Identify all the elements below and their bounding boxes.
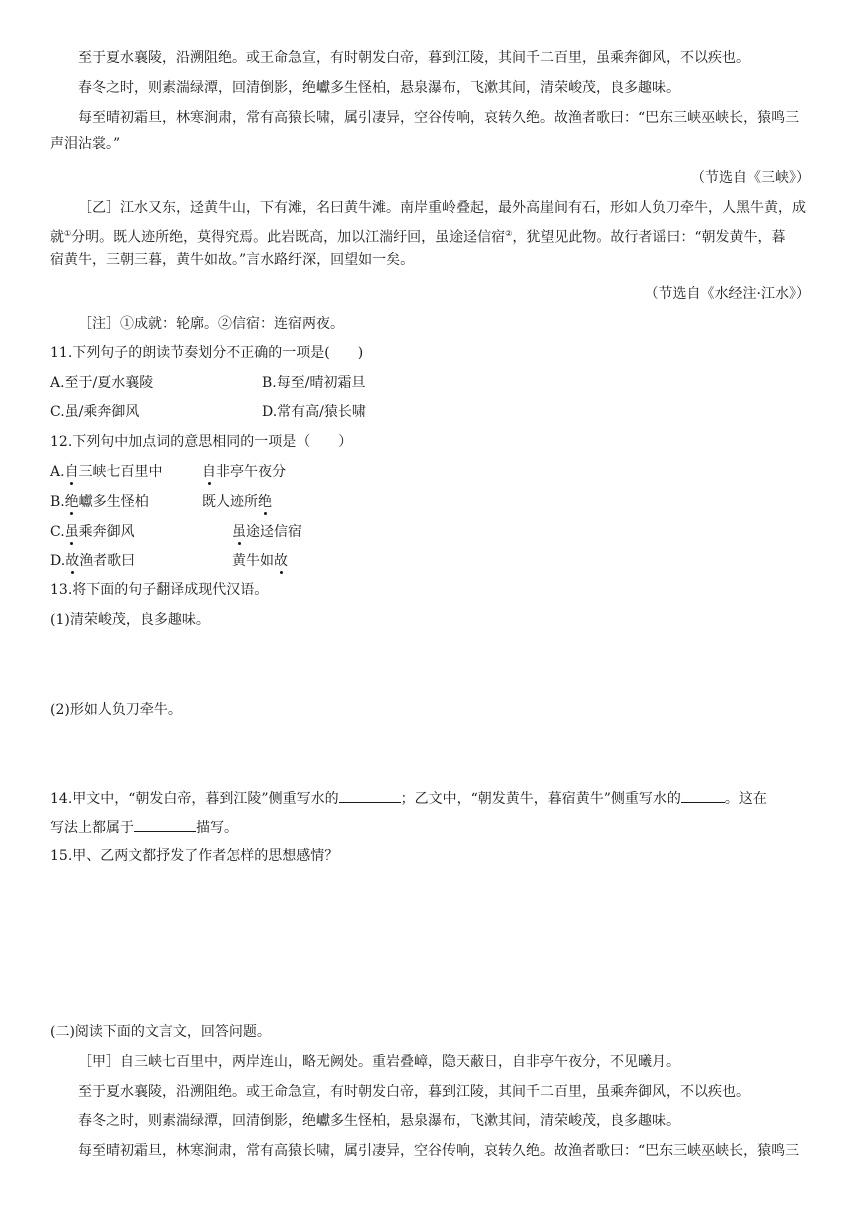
option-letter: A. [50, 464, 65, 480]
question-12-stem: 12.下列句中加点词的意思相同的一项是（ ） [50, 434, 353, 450]
question-12-option-b [50, 492, 149, 512]
answer-blank-1[interactable] [339, 788, 401, 803]
passage-yi-line-1: ［乙］江水又东，迳黄牛山，下有滩，名曰黄牛滩。南岸重岭叠起，最外高崖间有石，形如人负刀牵牛，人黑牛黄，成 [78, 200, 806, 216]
question-13-stem: 13.将下面的句子翻译成现代汉语。 [50, 582, 269, 598]
question-12-option-d [50, 551, 135, 571]
question-12-option-c [50, 522, 135, 542]
option-text: 黄牛如 [232, 553, 274, 569]
option-text: 渔者歌曰 [79, 553, 136, 569]
question-14-text: 。这在 [724, 791, 767, 807]
option-text: 巘多生怪柏 [78, 494, 149, 510]
option-letter: D. [50, 553, 66, 569]
question-12-option-a-pair [202, 462, 286, 482]
question-13-sentence-1: (1)清荣峻茂，良多趣味。 [50, 612, 210, 628]
option-text: 途迳信宿 [246, 524, 302, 540]
passage-jia-paragraph-2: 至于夏水襄陵，沿溯阻绝。或王命急宣，有时朝发白帝，暮到江陵，其间千二百里，虽乘奔御风，不以疾也。 [78, 50, 750, 66]
dotted-word: 自 [202, 464, 216, 480]
footnote-marker-1: ① [64, 229, 72, 238]
passage-jia-source: （节选自《三峡》） [691, 170, 810, 186]
dotted-word: 自 [64, 464, 79, 480]
passage-jia-paragraph-4-line-2: 声泪沾裳。” [50, 136, 121, 152]
passage-jia-paragraph-3: 春冬之时，则素湍绿潭，回清倒影，绝巘多生怪柏，悬泉瀑布，飞漱其间，清荣峻茂，良多趣味。 [78, 80, 680, 96]
question-15-stem: 15.甲、乙两文都抒发了作者怎样的思想感情？ [50, 848, 339, 864]
section-2-passage-jia-paragraph-1: ［甲］自三峡七百里中，两岸连山，略无阙处。重岩叠嶂，隐天蔽日，自非亭午夜分，不见曦月。 [78, 1054, 680, 1070]
passage-yi-notes: ［注］①成就：轮廓。②信宿：连宿两夜。 [78, 316, 344, 332]
footnote-marker-2: ② [505, 229, 513, 238]
passage-yi-text: 就 [50, 229, 64, 246]
question-12-option-b-pair [202, 492, 272, 512]
question-11-option-a: A.至于/夏水襄陵 [50, 375, 154, 391]
option-text: 三峡七百里中 [78, 464, 163, 480]
question-14-text: 14.甲文中，“朝发白帝，暮到江陵”侧重写水的 [50, 791, 339, 807]
option-letter: B. [50, 494, 65, 510]
question-12-option-a [50, 462, 163, 482]
dotted-word: 绝 [258, 494, 272, 510]
passage-yi-line-2 [50, 224, 786, 248]
option-text: 既人迹所 [202, 494, 258, 510]
question-12-option-d-pair [232, 551, 288, 571]
passage-yi-text: 分明。既人迹所绝，莫得究焉。此岩既高，加以江湍纡回，虽途迳信宿 [71, 229, 506, 246]
question-11-stem: 11.下列句子的朗读节奏划分不正确的一项是( ) [50, 345, 364, 361]
dotted-word: 绝 [64, 494, 79, 510]
passage-jia-paragraph-4-line-1: 每至晴初霜旦，林寒涧肃，常有高猿长啸，属引凄异，空谷传响，哀转久绝。故渔者歌曰：“巴东三峡巫峡长，猿鸣三 [78, 110, 800, 126]
question-14-text: ；乙文中，“朝发黄牛，暮宿黄牛”侧重写水的 [400, 791, 681, 807]
section-2-heading: (二)阅读下面的文言文，回答问题。 [50, 1024, 271, 1040]
section-2-passage-jia-paragraph-2: 至于夏水襄陵，沿溯阻绝。或王命急宣，有时朝发白帝，暮到江陵，其间千二百里，虽乘奔御风，不以疾也。 [78, 1084, 750, 1100]
section-2-passage-jia-paragraph-3: 春冬之时，则素湍绿潭，回清倒影，绝巘多生怪柏，悬泉瀑布，飞漱其间，清荣峻茂，良多趣味。 [78, 1113, 680, 1129]
question-13-sentence-2: (2)形如人负刀牵牛。 [50, 702, 182, 718]
question-14-text: 描写。 [196, 820, 238, 836]
answer-blank-2[interactable] [681, 788, 725, 803]
option-letter: C. [50, 524, 65, 540]
dotted-word: 虽 [232, 524, 246, 540]
question-11-option-b: B.每至/晴初霜旦 [262, 375, 366, 391]
question-11-option-c: C.虽/乘奔御风 [50, 404, 140, 420]
question-14-line-1 [50, 788, 767, 809]
answer-blank-3[interactable] [134, 817, 196, 832]
dotted-word: 虽 [64, 524, 79, 540]
dotted-word: 故 [65, 553, 80, 569]
dotted-word: 故 [274, 553, 288, 569]
option-text: 非亭午夜分 [216, 464, 286, 480]
question-12-option-c-pair [232, 522, 302, 542]
passage-yi-source: （节选自《水经注·江水》） [644, 286, 810, 302]
option-text: 乘奔御风 [78, 524, 135, 540]
passage-yi-line-3: 宿黄牛，三朝三暮，黄牛如故。”言水路纡深，回望如一矣。 [50, 252, 415, 268]
question-14-line-2 [50, 817, 238, 838]
section-2-passage-jia-paragraph-4: 每至晴初霜旦，林寒涧肃，常有高猿长啸，属引凄异，空谷传响，哀转久绝。故渔者歌曰：“巴东三峡巫峡长，猿鸣三 [78, 1143, 800, 1159]
question-11-option-d: D.常有高/猿长啸 [262, 404, 366, 420]
question-14-text: 写法上都属于 [50, 820, 134, 836]
passage-yi-text: ，犹望见此物。故行者谣曰：“朝发黄牛，暮 [512, 229, 786, 246]
